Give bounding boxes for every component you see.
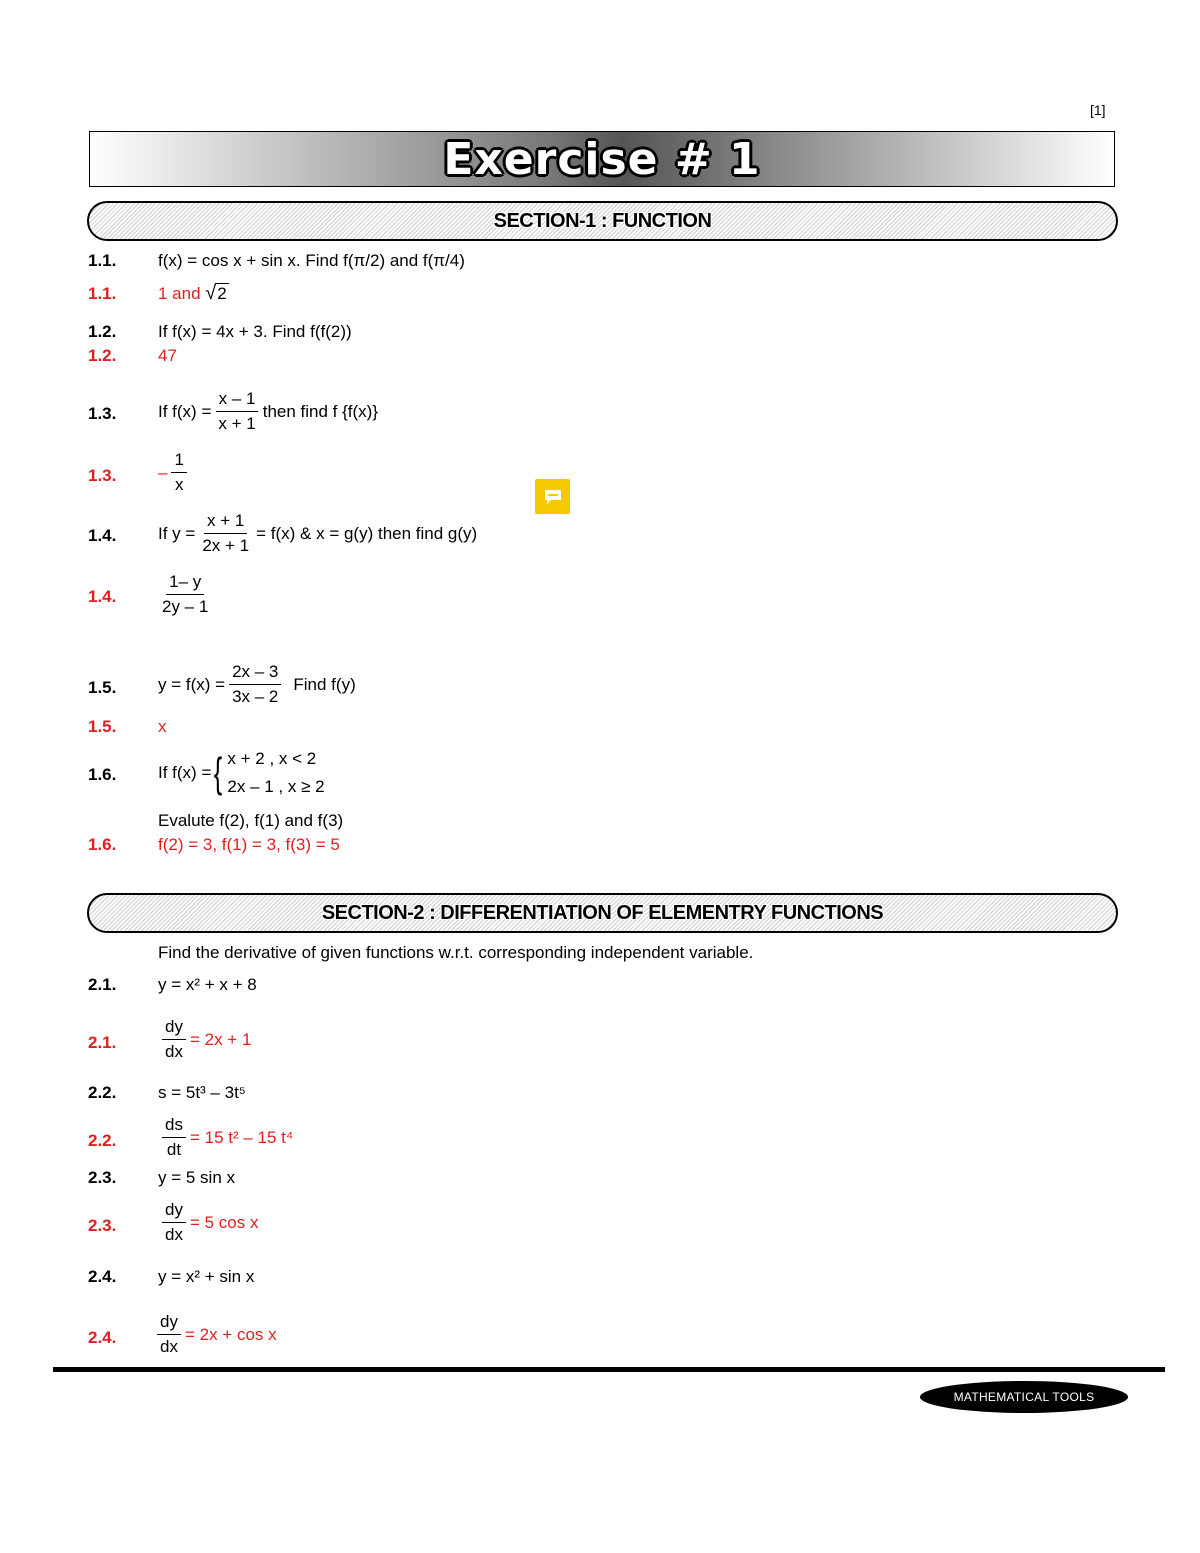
question-text: y = 5 sin x bbox=[158, 1168, 236, 1187]
numerator: 1 bbox=[171, 450, 186, 473]
denominator: x bbox=[174, 475, 184, 494]
case-2: 2x – 1 , x ≥ 2 bbox=[227, 777, 325, 796]
case-1: x + 2 , x < 2 bbox=[227, 749, 317, 768]
fraction bbox=[171, 450, 186, 495]
numerator: dy bbox=[162, 1017, 186, 1040]
answer-value: = 15 t² – 15 t⁴ bbox=[189, 1127, 294, 1147]
exercise-banner bbox=[89, 131, 1115, 187]
answer-number: 1.5. bbox=[88, 717, 117, 736]
answer-text bbox=[158, 282, 229, 305]
sqrt-icon: √ bbox=[205, 282, 217, 304]
piecewise-cases bbox=[227, 745, 324, 801]
question-number: 1.6. bbox=[88, 765, 117, 784]
fraction bbox=[162, 1200, 186, 1245]
question-number: 1.5. bbox=[88, 678, 117, 697]
fraction bbox=[159, 572, 211, 617]
numerator: 2x – 3 bbox=[229, 662, 281, 685]
denominator: 2x + 1 bbox=[202, 536, 250, 555]
fraction bbox=[215, 389, 258, 434]
answer-number: 2.3. bbox=[88, 1216, 117, 1235]
question-prefix: y = f(x) = bbox=[158, 674, 226, 694]
question-text: s = 5t³ – 3t⁵ bbox=[158, 1083, 246, 1102]
comment-icon[interactable] bbox=[535, 479, 570, 514]
answer-value: = 2x + cos x bbox=[184, 1324, 277, 1344]
denominator: 2y – 1 bbox=[162, 597, 209, 616]
question-number: 1.1. bbox=[88, 251, 117, 270]
question-suffix: Find f(y) bbox=[293, 674, 356, 694]
numerator: 1– y bbox=[166, 572, 204, 595]
page-number: [1] bbox=[1090, 102, 1106, 118]
brace: { bbox=[214, 749, 223, 796]
question-text: If f(x) = 4x + 3. Find f(f(2)) bbox=[158, 322, 352, 341]
question-text bbox=[158, 662, 356, 707]
answer-value: = 2x + 1 bbox=[189, 1029, 252, 1049]
numerator: ds bbox=[162, 1115, 186, 1138]
section-1-header bbox=[87, 201, 1118, 241]
denominator: x + 1 bbox=[218, 414, 256, 433]
denominator: dx bbox=[160, 1337, 178, 1356]
answer-value: = 5 cos x bbox=[189, 1212, 259, 1232]
banner-title: Exercise # 1 bbox=[443, 133, 761, 185]
section-1-title: SECTION-1 : FUNCTION bbox=[493, 209, 712, 232]
denominator: dt bbox=[166, 1140, 182, 1159]
section-2-header bbox=[87, 893, 1118, 933]
denominator: dx bbox=[165, 1042, 183, 1061]
question-number: 2.2. bbox=[88, 1083, 117, 1102]
fraction bbox=[199, 511, 252, 556]
answer-text bbox=[158, 450, 191, 495]
fraction bbox=[162, 1017, 186, 1062]
answer-text bbox=[158, 1017, 251, 1062]
question-suffix: = f(x) & x = g(y) then find g(y) bbox=[256, 523, 478, 543]
answer-number: 1.6. bbox=[88, 835, 117, 854]
numerator: x – 1 bbox=[216, 389, 259, 412]
numerator: dy bbox=[162, 1200, 186, 1223]
answer-text bbox=[155, 572, 215, 617]
footer-rule bbox=[53, 1367, 1165, 1372]
section-intro: Find the derivative of given functions w.r.t. corresponding independent variable. bbox=[158, 943, 754, 962]
fraction bbox=[157, 1312, 181, 1357]
question-number: 2.4. bbox=[88, 1267, 117, 1286]
answer-number: 1.2. bbox=[88, 346, 117, 365]
numerator: x + 1 bbox=[204, 511, 247, 534]
answer-number: 2.2. bbox=[88, 1131, 117, 1150]
question-text: y = x² + sin x bbox=[158, 1267, 255, 1286]
question-text bbox=[158, 389, 378, 434]
numerator: dy bbox=[157, 1312, 181, 1335]
section-2-title: SECTION-2 : DIFFERENTIATION OF ELEMENTRY FUNCTIONS bbox=[321, 901, 884, 924]
footer-badge: MATHEMATICAL TOOLS bbox=[920, 1381, 1128, 1413]
question-number: 1.4. bbox=[88, 526, 117, 545]
answer-number: 1.3. bbox=[88, 466, 117, 485]
question-text: f(x) = cos x + sin x. Find f(π/2) and f(π/4) bbox=[158, 251, 465, 270]
question-prefix: If f(x) = bbox=[158, 763, 212, 782]
question-text: y = x² + x + 8 bbox=[158, 975, 257, 994]
answer-text bbox=[153, 1312, 277, 1357]
question-text bbox=[158, 745, 325, 801]
answer-text bbox=[158, 1200, 258, 1245]
answer-text bbox=[158, 1115, 293, 1160]
question-text bbox=[158, 511, 477, 556]
sqrt-value: 2 bbox=[217, 284, 227, 303]
denominator: 3x – 2 bbox=[232, 687, 279, 706]
fraction bbox=[229, 662, 281, 707]
question-prefix: If y = bbox=[158, 523, 196, 543]
question-number: 1.3. bbox=[88, 404, 117, 423]
answer-sign: – bbox=[158, 462, 168, 482]
question-prefix: If f(x) = bbox=[158, 401, 212, 421]
question-suffix: then find f {f(x)} bbox=[262, 401, 379, 421]
answer-prefix: 1 and bbox=[158, 284, 206, 303]
answer-number: 2.1. bbox=[88, 1033, 117, 1052]
question-text-2: Evalute f(2), f(1) and f(3) bbox=[158, 811, 344, 830]
denominator: dx bbox=[165, 1225, 183, 1244]
question-number: 2.1. bbox=[88, 975, 117, 994]
answer-number: 2.4. bbox=[88, 1328, 117, 1347]
answer-text: x bbox=[158, 717, 167, 736]
answer-number: 1.4. bbox=[88, 587, 117, 606]
question-number: 1.2. bbox=[88, 322, 117, 341]
fraction bbox=[162, 1115, 186, 1160]
answer-text: f(2) = 3, f(1) = 3, f(3) = 5 bbox=[158, 835, 340, 854]
question-number: 2.3. bbox=[88, 1168, 117, 1187]
answer-number: 1.1. bbox=[88, 284, 117, 303]
answer-text: 47 bbox=[158, 346, 177, 365]
